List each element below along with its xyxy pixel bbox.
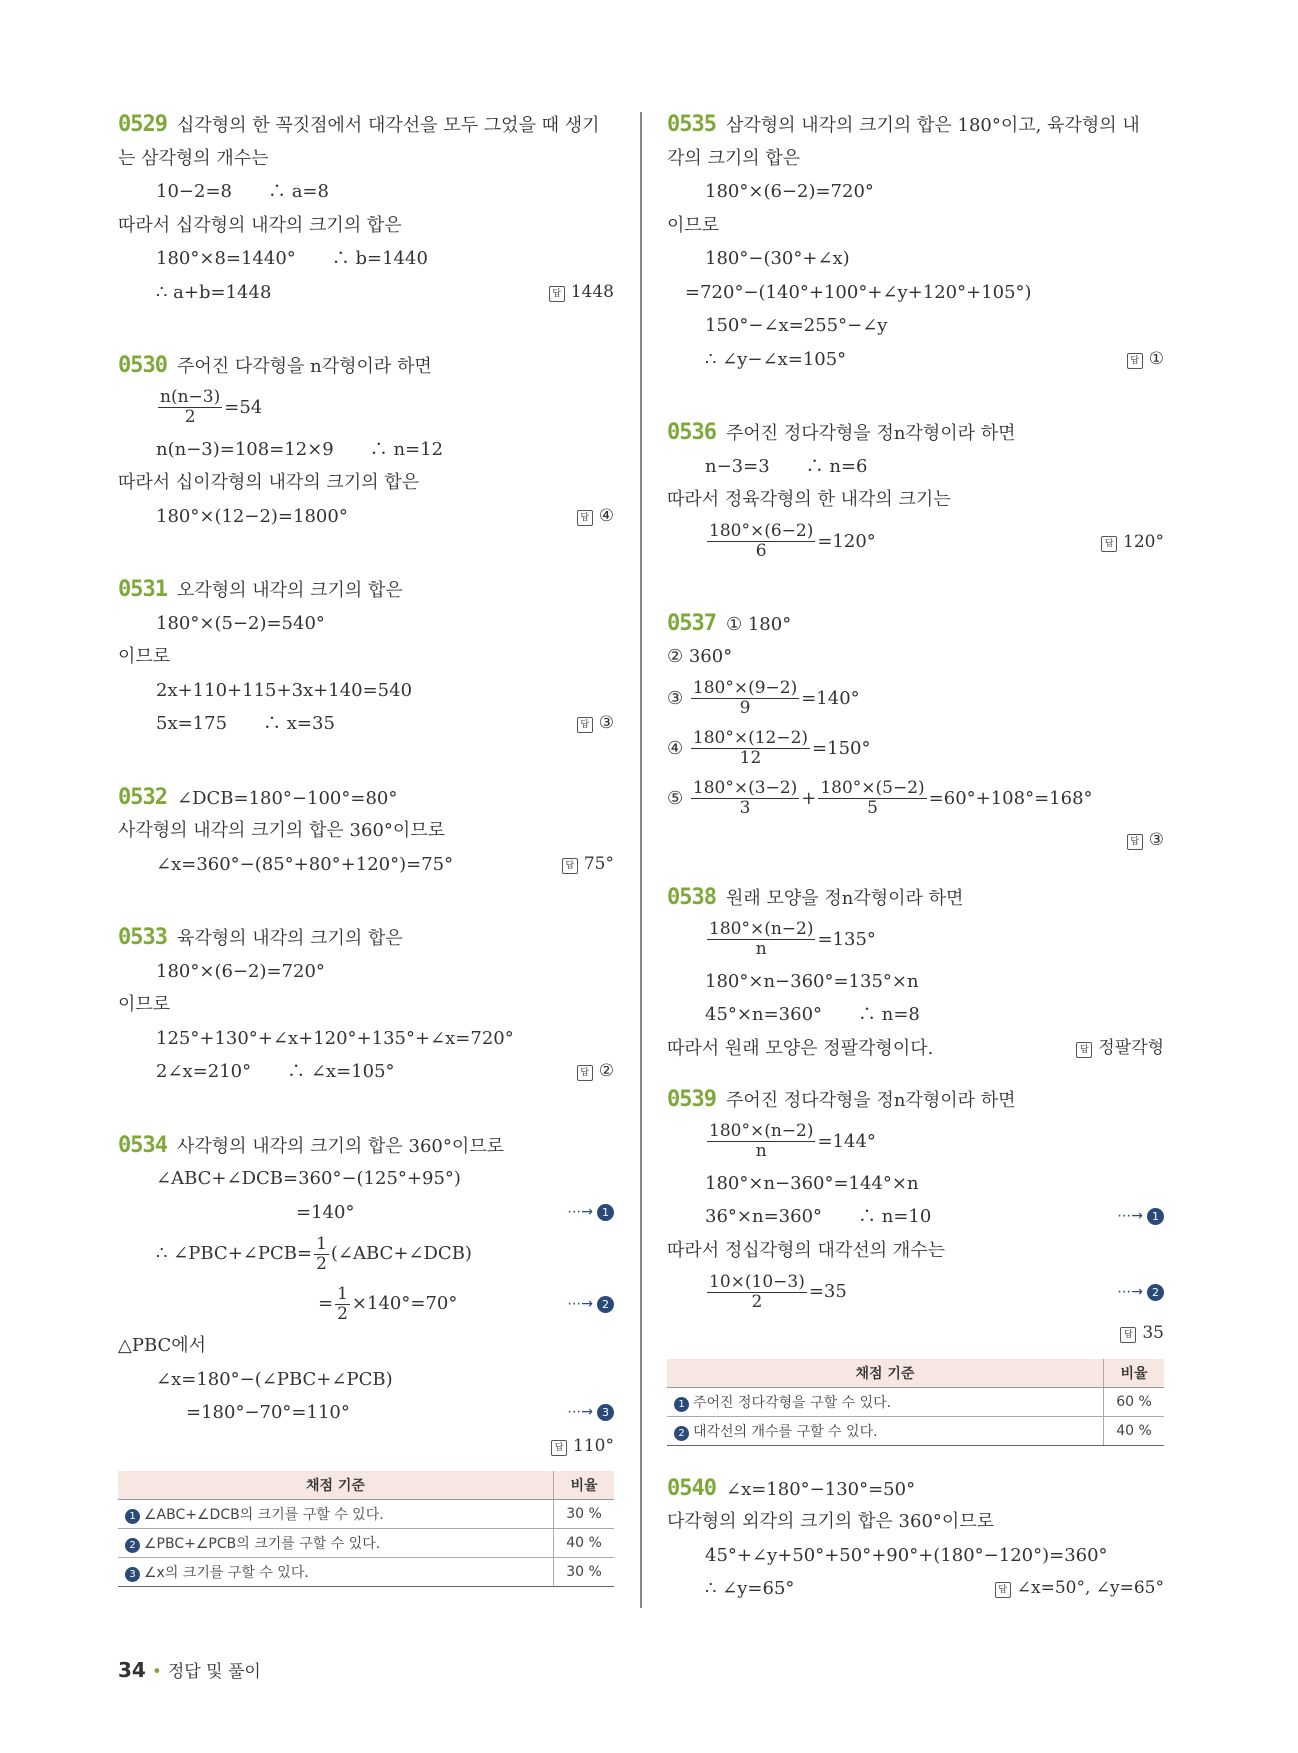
equation: n(n−3)=108=12×9 ∴ n=12 — [156, 438, 444, 460]
problem-number: 0530 — [118, 353, 167, 378]
equation: n−3=3 ∴ n=6 — [705, 455, 868, 477]
solution-text: 이므로 — [667, 214, 720, 236]
step-number: 2 — [597, 1296, 614, 1313]
answer — [995, 1572, 1164, 1606]
ratio-cell: 30 % — [554, 1500, 615, 1529]
step-number: 3 — [125, 1567, 140, 1582]
answer-icon: 답 — [577, 717, 593, 733]
fraction-numerator: 180°×(3−2) — [692, 778, 798, 799]
step-number: 1 — [597, 1204, 614, 1221]
fraction — [707, 522, 815, 560]
table-row — [667, 1387, 1164, 1416]
equation: 180°×n−360°=135°×n — [705, 970, 919, 992]
ratio-cell: 40 % — [554, 1529, 615, 1558]
problem-0529 — [118, 108, 614, 309]
solution-text: 따라서 정십각형의 대각선의 개수는 — [667, 1239, 945, 1261]
equation: 180°×(12−2)=1800° — [156, 505, 348, 527]
fraction-denominator: 6 — [755, 541, 767, 561]
step-number: 2 — [674, 1426, 689, 1441]
answer — [1076, 1032, 1164, 1066]
grading-table — [118, 1471, 614, 1587]
solution-text: 오각형의 내각의 크기의 합은 — [176, 580, 403, 601]
equation: =720°−(140°+100°+∠y+120°+105°) — [685, 281, 1032, 303]
equation: =54 — [224, 396, 263, 418]
equation: ② 360° — [667, 646, 733, 667]
equation: =35 — [808, 1281, 847, 1302]
solution-text: 이므로 — [118, 994, 171, 1015]
step-arrow-icon: ⋯→ — [567, 1404, 593, 1420]
table-header: 채점 기준 — [118, 1471, 554, 1500]
table-header: 비율 — [1104, 1359, 1165, 1388]
answer-value: ③ — [1148, 829, 1164, 850]
step-number: 1 — [674, 1397, 689, 1412]
fraction-denominator: 9 — [739, 698, 751, 718]
answer-value: ∠x=50°, ∠y=65° — [1016, 1578, 1164, 1598]
equation: =140° — [801, 687, 860, 709]
equation: =60°+108°=168° — [928, 787, 1093, 809]
equation: ∠x=180°−130°=50° — [725, 1478, 916, 1500]
fraction-numerator: 180°×(n−2) — [709, 919, 814, 940]
fraction-numerator: 180°×(5−2) — [820, 778, 925, 799]
problem-number: 0537 — [667, 610, 716, 636]
equation: ∠DCB=180°−100°=80° — [176, 787, 398, 809]
equation: ∠ABC+∠DCB=360°−(125°+95°) — [156, 1168, 461, 1189]
problem-number: 0533 — [118, 925, 167, 950]
equation: 180°×8=1440° ∴ b=1440 — [156, 248, 428, 269]
fraction-denominator: n — [755, 1141, 767, 1161]
answer-value: 1448 — [570, 281, 614, 302]
choice-marker: ⑤ — [667, 787, 684, 809]
ratio-cell: 30 % — [554, 1558, 615, 1587]
footer-title: 정답 및 풀이 — [167, 1662, 261, 1682]
answer-icon: 답 — [1127, 834, 1143, 850]
fraction-denominator: 3 — [739, 798, 751, 818]
problem-0533 — [118, 921, 614, 1089]
fraction — [707, 1273, 807, 1311]
problem-number: 0538 — [667, 885, 716, 910]
equation: 45°×n=360° ∴ n=8 — [705, 1004, 920, 1025]
problem-number: 0534 — [118, 1132, 167, 1158]
problem-0537 — [667, 607, 1164, 858]
equation: 180°×(6−2)=720° — [705, 181, 874, 202]
solution-text: 삼각형의 내각의 크기의 합은 180°이고, 육각형의 내 — [725, 115, 1140, 136]
fraction-denominator: 2 — [316, 1253, 327, 1274]
equation: =135° — [817, 928, 876, 950]
equation: 180°×n−360°=144°×n — [705, 1172, 919, 1194]
answer — [1127, 824, 1164, 858]
solution-text: 각의 크기의 합은 — [667, 147, 801, 169]
equation: 180°−(30°+∠x) — [705, 248, 850, 269]
step-arrow-icon: ⋯→ — [1117, 1208, 1143, 1224]
answer-icon: 답 — [577, 510, 593, 526]
equation: =150° — [812, 737, 871, 759]
step-marker — [567, 1279, 614, 1329]
criteria-text: ∠x의 크기를 구할 수 있다. — [144, 1565, 309, 1581]
equation: =144° — [817, 1130, 876, 1152]
answer — [549, 276, 614, 310]
fraction-denominator: 2 — [751, 1291, 763, 1312]
table-header: 비율 — [554, 1471, 615, 1500]
equation: =140° — [296, 1201, 355, 1223]
solution-text: 육각형의 내각의 크기의 합은 — [176, 928, 403, 949]
problem-0535 — [667, 108, 1164, 376]
solution-text: 주어진 정다각형을 정n각형이라 하면 — [725, 1090, 1016, 1111]
solution-text: △PBC에서 — [118, 1335, 207, 1356]
solution-text: 원래 모양을 정n각형이라 하면 — [725, 888, 964, 909]
step-arrow-icon: ⋯→ — [1117, 1284, 1143, 1300]
ratio-cell: 60 % — [1104, 1387, 1165, 1416]
answer-value: ④ — [598, 505, 614, 526]
column-divider — [640, 112, 642, 1608]
step-arrow-icon: ⋯→ — [567, 1296, 593, 1312]
equation: =120° — [817, 530, 876, 552]
answer-value: 35 — [1142, 1323, 1164, 1343]
answer-icon: 답 — [551, 1440, 567, 1456]
answer-value: 정팔각형 — [1098, 1037, 1164, 1058]
solution-text: 주어진 정다각형을 정n각형이라 하면 — [725, 423, 1016, 444]
equation: ∴ a+b=1448 — [156, 281, 272, 303]
criteria-text: 주어진 정다각형을 구할 수 있다. — [693, 1394, 892, 1411]
problem-number: 0529 — [118, 112, 167, 137]
equation: ∴ ∠y−∠x=105° — [705, 348, 847, 370]
solution-text: 이므로 — [118, 646, 171, 667]
solution-text: 십각형의 한 꼭짓점에서 대각선을 모두 그었을 때 생기 — [176, 115, 600, 136]
step-number: 2 — [1147, 1284, 1164, 1301]
solution-text: 따라서 십이각형의 내각의 크기의 합은 — [118, 472, 420, 493]
problem-number: 0535 — [667, 112, 716, 137]
fraction-numerator: 1 — [337, 1283, 348, 1304]
fraction — [818, 779, 926, 817]
step-number: 2 — [125, 1538, 140, 1553]
fraction-numerator: 180°×(12−2) — [692, 728, 809, 749]
criteria-text: 대각선의 개수를 구할 수 있다. — [693, 1423, 878, 1440]
equation: (∠ABC+∠DCB) — [330, 1243, 472, 1264]
answer-value: ③ — [598, 713, 614, 733]
fraction-numerator: n(n−3) — [160, 387, 221, 408]
fraction — [707, 920, 815, 958]
answer-icon: 답 — [562, 858, 578, 874]
fraction-numerator: 10×(10−3) — [709, 1271, 805, 1292]
fraction-numerator: 180°×(6−2) — [709, 521, 814, 542]
equation: 5x=175 ∴ x=35 — [156, 713, 335, 734]
problem-0531 — [118, 573, 614, 741]
table-header: 채점 기준 — [667, 1359, 1104, 1388]
solution-text: 따라서 십각형의 내각의 크기의 합은 — [118, 214, 402, 236]
criteria-text: ∠ABC+∠DCB의 크기를 구할 수 있다. — [144, 1507, 384, 1523]
solution-text: 다각형의 외각의 크기의 합은 360°이므로 — [667, 1511, 995, 1532]
choice-marker: ③ — [667, 687, 684, 709]
step-marker — [1117, 1267, 1164, 1317]
fraction — [691, 679, 799, 717]
equation: ∠x=180°−(∠PBC+∠PCB) — [156, 1368, 393, 1390]
table-row — [667, 1416, 1164, 1445]
fraction — [691, 779, 799, 817]
equation: + — [801, 787, 817, 809]
solution-text: 사각형의 내각의 크기의 합은 360°이므로 — [118, 820, 446, 841]
solution-text: 주어진 다각형을 n각형이라 하면 — [176, 356, 432, 377]
answer-value: ② — [598, 1061, 614, 1081]
page-number: 34 — [118, 1658, 146, 1682]
answer — [1101, 517, 1164, 567]
equation: ∴ ∠y=65° — [705, 1578, 795, 1599]
problem-0538 — [667, 881, 1164, 1065]
table-row — [118, 1500, 614, 1529]
answer-icon: 답 — [1127, 353, 1143, 369]
answer — [1120, 1317, 1164, 1351]
equation: 180°×(5−2)=540° — [156, 612, 325, 634]
fraction — [691, 729, 810, 767]
solution-text: 는 삼각형의 개수는 — [118, 147, 269, 169]
ratio-cell: 40 % — [1104, 1416, 1165, 1445]
equation: 125°+130°+∠x+120°+135°+∠x=720° — [156, 1027, 514, 1049]
equation: ① 180° — [725, 613, 792, 635]
equation: = — [318, 1293, 334, 1314]
answer-icon: 답 — [577, 1065, 593, 1081]
answer-value: 110° — [573, 1435, 614, 1456]
fraction-numerator: 180°×(n−2) — [709, 1121, 814, 1142]
solution-text: 따라서 원래 모양은 정팔각형이다. — [667, 1037, 934, 1059]
problem-number: 0540 — [667, 1475, 716, 1501]
equation: =180°−70°=110° — [186, 1402, 350, 1423]
footer-dot: • — [151, 1662, 162, 1682]
problem-0534 — [118, 1129, 614, 1588]
problem-0530 — [118, 349, 614, 533]
problem-0539 — [667, 1083, 1164, 1446]
problem-0540 — [667, 1472, 1164, 1606]
equation: 10−2=8 ∴ a=8 — [156, 181, 329, 202]
equation: 180°×(6−2)=720° — [156, 960, 325, 982]
answer — [577, 707, 614, 741]
equation: 150°−∠x=255°−∠y — [705, 315, 888, 336]
grading-table — [667, 1359, 1164, 1446]
answer-value: 75° — [583, 853, 614, 874]
equation: 45°+∠y+50°+50°+90°+(180°−120°)=360° — [705, 1544, 1108, 1566]
problem-number: 0531 — [118, 577, 167, 602]
problem-0532 — [118, 781, 614, 882]
fraction-denominator: n — [755, 939, 767, 959]
problem-number: 0539 — [667, 1087, 716, 1112]
step-marker — [567, 1396, 614, 1430]
answer-icon: 답 — [995, 1582, 1011, 1598]
equation: 2∠x=210° ∴ ∠x=105° — [156, 1061, 395, 1082]
answer — [577, 1055, 614, 1089]
left-column — [118, 108, 614, 1627]
table-row — [118, 1529, 614, 1558]
fraction-denominator: 2 — [337, 1303, 348, 1324]
fraction — [335, 1285, 350, 1323]
equation: 2x+110+115+3x+140=540 — [156, 679, 413, 701]
answer — [551, 1430, 614, 1464]
problem-number: 0532 — [118, 784, 167, 810]
equation: ∠x=360°−(85°+80°+120°)=75° — [156, 853, 454, 875]
answer-icon: 답 — [1076, 1042, 1092, 1058]
page-footer — [118, 1657, 261, 1682]
fraction-denominator: 2 — [184, 407, 196, 427]
answer-icon: 답 — [549, 286, 565, 302]
answer — [1127, 343, 1164, 377]
equation: ×140°=70° — [351, 1293, 458, 1314]
fraction-denominator: 5 — [867, 798, 878, 818]
answer-value: ① — [1148, 348, 1164, 369]
fraction — [707, 1122, 815, 1160]
equation: 36°×n=360° ∴ n=10 — [705, 1206, 932, 1227]
problem-0536 — [667, 416, 1164, 567]
fraction-numerator: 180°×(9−2) — [692, 678, 798, 699]
step-marker — [1117, 1200, 1164, 1234]
answer — [562, 848, 614, 882]
answer-icon: 답 — [1101, 536, 1117, 552]
solution-text: 따라서 정육각형의 한 내각의 크기는 — [667, 489, 951, 510]
criteria-text: ∠PBC+∠PCB의 크기를 구할 수 있다. — [144, 1536, 381, 1552]
step-marker — [567, 1196, 614, 1230]
table-row — [118, 1558, 614, 1587]
fraction — [158, 388, 222, 426]
answer-icon: 답 — [1120, 1327, 1136, 1343]
fraction-numerator: 1 — [316, 1233, 327, 1254]
choice-marker: ④ — [667, 737, 684, 759]
step-number: 3 — [597, 1404, 614, 1421]
solution-text: 사각형의 내각의 크기의 합은 360°이므로 — [176, 1135, 505, 1157]
fraction-denominator: 12 — [739, 748, 762, 768]
answer — [577, 500, 614, 534]
step-number: 1 — [1147, 1208, 1164, 1225]
fraction — [314, 1235, 329, 1273]
step-number: 1 — [125, 1509, 140, 1524]
answer-value: 120° — [1123, 531, 1164, 552]
right-column — [667, 108, 1164, 1646]
equation: ∴ ∠PBC+∠PCB= — [156, 1243, 313, 1264]
problem-number: 0536 — [667, 420, 716, 445]
step-arrow-icon: ⋯→ — [567, 1203, 593, 1220]
